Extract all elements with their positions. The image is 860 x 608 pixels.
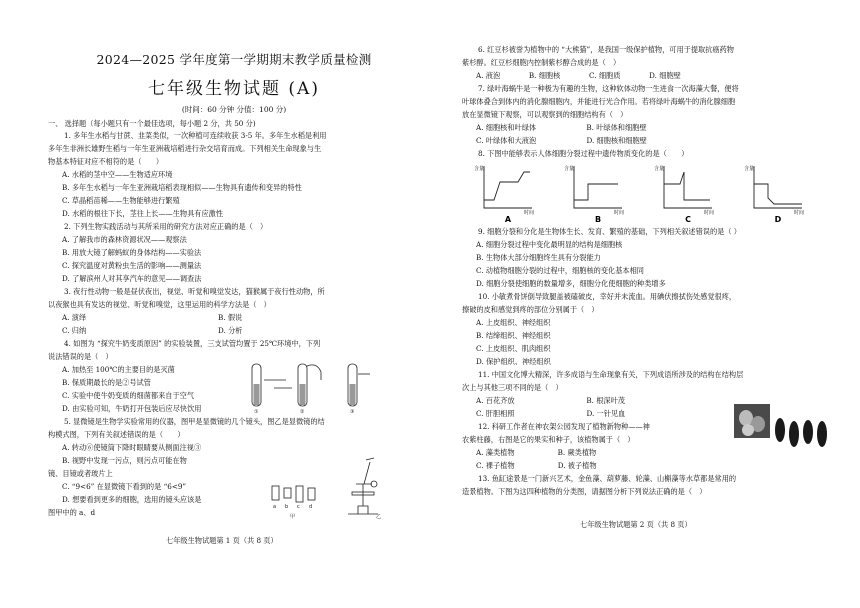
y-axis-label: 含量 — [654, 166, 665, 172]
option: B. 多年生水稻与一年生亚洲栽培稻表现相似——生物具有遗传和变异的特性 — [62, 183, 302, 192]
exam-header: 2024—2025 学年度第一学期期末教学质量检测 — [96, 52, 372, 67]
question-7: 7. 绿叶海蜗牛是一种极为有趣的生物，这种软体动物一生进食一次海藻大餐，便将 — [478, 84, 739, 93]
y-axis-label: 含量 — [474, 166, 485, 172]
option: D. 了解滨州人对其享汽车的意见——调查法 — [62, 274, 202, 283]
option: B. 生物体大部分细胞终生具有分裂能力 — [476, 253, 601, 262]
svg-text:②: ② — [300, 409, 305, 414]
question-line: 擦破的皮和感觉到疼的部位分别属于（ ） — [462, 305, 599, 314]
question-12: 12. 科研工作者在神农架公园发现了植物新物种——神 — [478, 422, 650, 431]
question-10: 10. 小敏煮骨饼倒导致腿盖被磕破皮，幸好并未流血。用碘伏擦拭伤处感觉很疼， — [478, 292, 737, 301]
option: A. 了解我市的森林资源状况——观察法 — [62, 235, 187, 244]
option: C. 探究温度对黄粉虫生活的影响——测量法 — [62, 261, 202, 270]
option: D. 分析 — [218, 326, 243, 335]
page-footer: 七年级生物试题第 2 页（共 8 页） — [580, 520, 692, 529]
x-axis-label: 时间 — [704, 210, 715, 216]
microscope-figure — [270, 448, 390, 520]
graph-label-d: D — [774, 215, 782, 224]
question-4: 4. 如图为 “探究牛奶变质原因” 的实验装置，三支试管均置于 25℃环境中，下列 — [64, 339, 321, 348]
option-row: A. 百花齐放 B. 根深叶茂 — [476, 396, 625, 405]
y-axis-label: 含量 — [564, 166, 575, 172]
question-2: 2. 下列生物实践活动与其所采用的研究方法对应正确的是（ ） — [64, 222, 268, 231]
question-line: 放在显微镜下观察，可以观察到的细胞结构有（ ） — [462, 110, 628, 119]
svg-text:甲: 甲 — [290, 514, 296, 520]
option-row: C. 肝胆相照 D. 一针见血 — [476, 409, 626, 418]
question-8: 8. 下图中能够表示人体细胞分裂过程中遗传物质变化的是（ ） — [478, 149, 689, 158]
page-footer: 七年级生物试题第 1 页（共 8 页） — [166, 536, 278, 545]
option-row: C. 叶绿体和大液泡 D. 细胞核和细胞壁 — [476, 136, 647, 145]
question-3: 3. 夜行性动物一般是昼伏夜出，视觉、听觉和嗅觉发达，猫猴属于夜行性动物，所 — [64, 287, 325, 296]
question-line: 物基本特征对应不相符的是（ ） — [48, 157, 164, 166]
graph-label-b: B — [594, 215, 602, 224]
page-left — [48, 0, 420, 608]
option: B. 结缔组织、神经组织 — [476, 331, 551, 340]
option: A. 上皮组织、神经组织 — [476, 318, 551, 327]
option-line: 图甲中的 a、d — [48, 508, 96, 517]
option: A. 水稻的茎中空——生物适应环境 — [62, 170, 173, 179]
option: D. 想要看到更多的细胞，选用的镜头应该是 — [62, 495, 202, 504]
question-6: 6. 红豆杉被誉为植物中的 “大熊猫”，是我国一级保护植物，可用于提取抗癌药物 — [478, 45, 734, 54]
question-line: 以夜猴也具有发达的视觉、听觉和嗅觉，这里运用的科学方法是（ ） — [48, 300, 271, 309]
test-tube-figure — [246, 358, 372, 414]
option: A. 加热至 100℃的主要目的是灭菌 — [62, 365, 175, 374]
exam-title: 七年级生物试题 (A) — [148, 79, 320, 99]
option: B. 保质期最长的是②号试管 — [62, 378, 151, 387]
svg-text:乙: 乙 — [376, 514, 382, 520]
graph-label-a: A — [504, 215, 512, 224]
option: C. 实验中使牛奶变质的细菌都来自于空气 — [62, 391, 195, 400]
option: C. 动植物细胞分裂的过程中，细胞核的变化基本相同 — [476, 266, 644, 275]
graph-label-c: C — [685, 215, 691, 224]
x-axis-label: 时间 — [794, 210, 805, 216]
question-line: 农紫柱藤，右图是它的果实和种子，该植物属于（ ） — [462, 435, 635, 444]
question-1: 1. 多年生水稻与甘蔗、韭菜类似，一次种植可连续收获 3-5 年。多年生水稻是利用 — [64, 131, 327, 140]
option-row: A. 细胞核和叶绿体 B. 叶绿体和细胞壁 — [476, 123, 647, 132]
option: D. 细胞分裂使细胞的数量增多，细胞分化使细胞的种类增多 — [476, 279, 666, 288]
question-line: 造景植物。下图为这四种植物的分类图，请据图分析下列说法正确的是（ ） — [462, 487, 707, 496]
option: C. 归纳 — [62, 326, 87, 335]
option: B. 用放大镜了解蚂蚁的身体结构——实验法 — [62, 248, 202, 257]
option: D. 由实验可知，牛奶打开包装后应尽快饮用 — [62, 404, 202, 413]
question-11: 11. 中国文化博大精深，许多成语与生命现象有关，下列成语所涉及的结构在结构层 — [478, 370, 744, 379]
option: C. “9<6” 在显微镜下看到的是 “6<9” — [62, 482, 187, 491]
y-axis-label: 含量 — [744, 166, 755, 172]
x-axis-label: 时间 — [614, 210, 625, 216]
question-line: 紫杉醇。红豆杉细胞内控制紫杉醇合成的是（ ） — [462, 58, 621, 67]
svg-text:①: ① — [254, 409, 259, 414]
option: A. 细胞分裂过程中变化最明显的结构是细胞核 — [476, 240, 623, 249]
option-row: C. 裸子植物 D. 被子植物 — [476, 461, 597, 470]
x-axis-label: 时间 — [524, 210, 535, 216]
question-5: 5. 显微镜是生物学实验常用的仪器，图甲是显微镜的几个镜头，图乙是显微镜的结 — [64, 417, 325, 426]
option: C. 草晶稻苗稀——生物能够进行繁殖 — [62, 196, 180, 205]
fruit-seed-photo — [734, 404, 830, 464]
option: D. 水稻的根往下长，茎往上长——生物具有应激性 — [62, 209, 224, 218]
option: B. 视野中发现一污点，则污点可能在物 — [62, 456, 187, 465]
question-line: 叶球体叠合到体内的消化腺细胞内，并能进行光合作用。若将绿叶海蜗牛的消化腺细胞 — [462, 97, 736, 106]
option-row: A. 藻类植物 B. 蕨类植物 — [476, 448, 597, 457]
question-line: 次上与其他三项不同的是（ ） — [462, 383, 563, 392]
section-heading: 一、 选择题（每小题只有一个最佳选项，每小题 2 分，共 50 分) — [48, 119, 256, 128]
option: B. 假说 — [218, 313, 243, 322]
q8-graphs — [462, 160, 834, 224]
svg-text:③: ③ — [350, 409, 355, 414]
question-9: 9. 细胞分裂和分化是生物体生长、发育、繁殖的基础，下列相关叙述错误的是（ ） — [478, 227, 741, 236]
option-line: 镜、目镜或者玻片上 — [48, 469, 113, 478]
option: C. 上皮组织、肌肉组织 — [476, 344, 551, 353]
option: A. 演绎 — [62, 313, 87, 322]
question-line: 构模式图，下列有关叙述错误的是（ ） — [48, 430, 185, 439]
svg-text:b: b — [285, 504, 289, 510]
page-right — [462, 0, 834, 608]
option: D. 保护组织、神经组织 — [476, 357, 551, 366]
svg-text:c: c — [297, 504, 300, 510]
exam-info: (时间：60 分钟 分值：100 分) — [181, 105, 287, 114]
option: A. 转动⑥使镜筒下降时眼睛要从侧面注视③ — [62, 443, 202, 452]
question-line: 说法错误的是（ ） — [48, 352, 113, 361]
question-line: 多年生非洲长雄野生稻与一年生亚洲栽培稻进行杂交培育而成。下列相关生命现象与生 — [48, 144, 322, 153]
svg-text:d: d — [309, 504, 313, 510]
svg-text:a: a — [273, 504, 277, 510]
question-13: 13. 鱼缸途景是一门新兴艺术，金鱼藻、葫萝藤、轮藻、山槲藻等水草都是常用的 — [478, 474, 737, 483]
option-row: A. 液泡 B. 细胞核 C. 细胞质 D. 细胞壁 — [476, 71, 681, 80]
